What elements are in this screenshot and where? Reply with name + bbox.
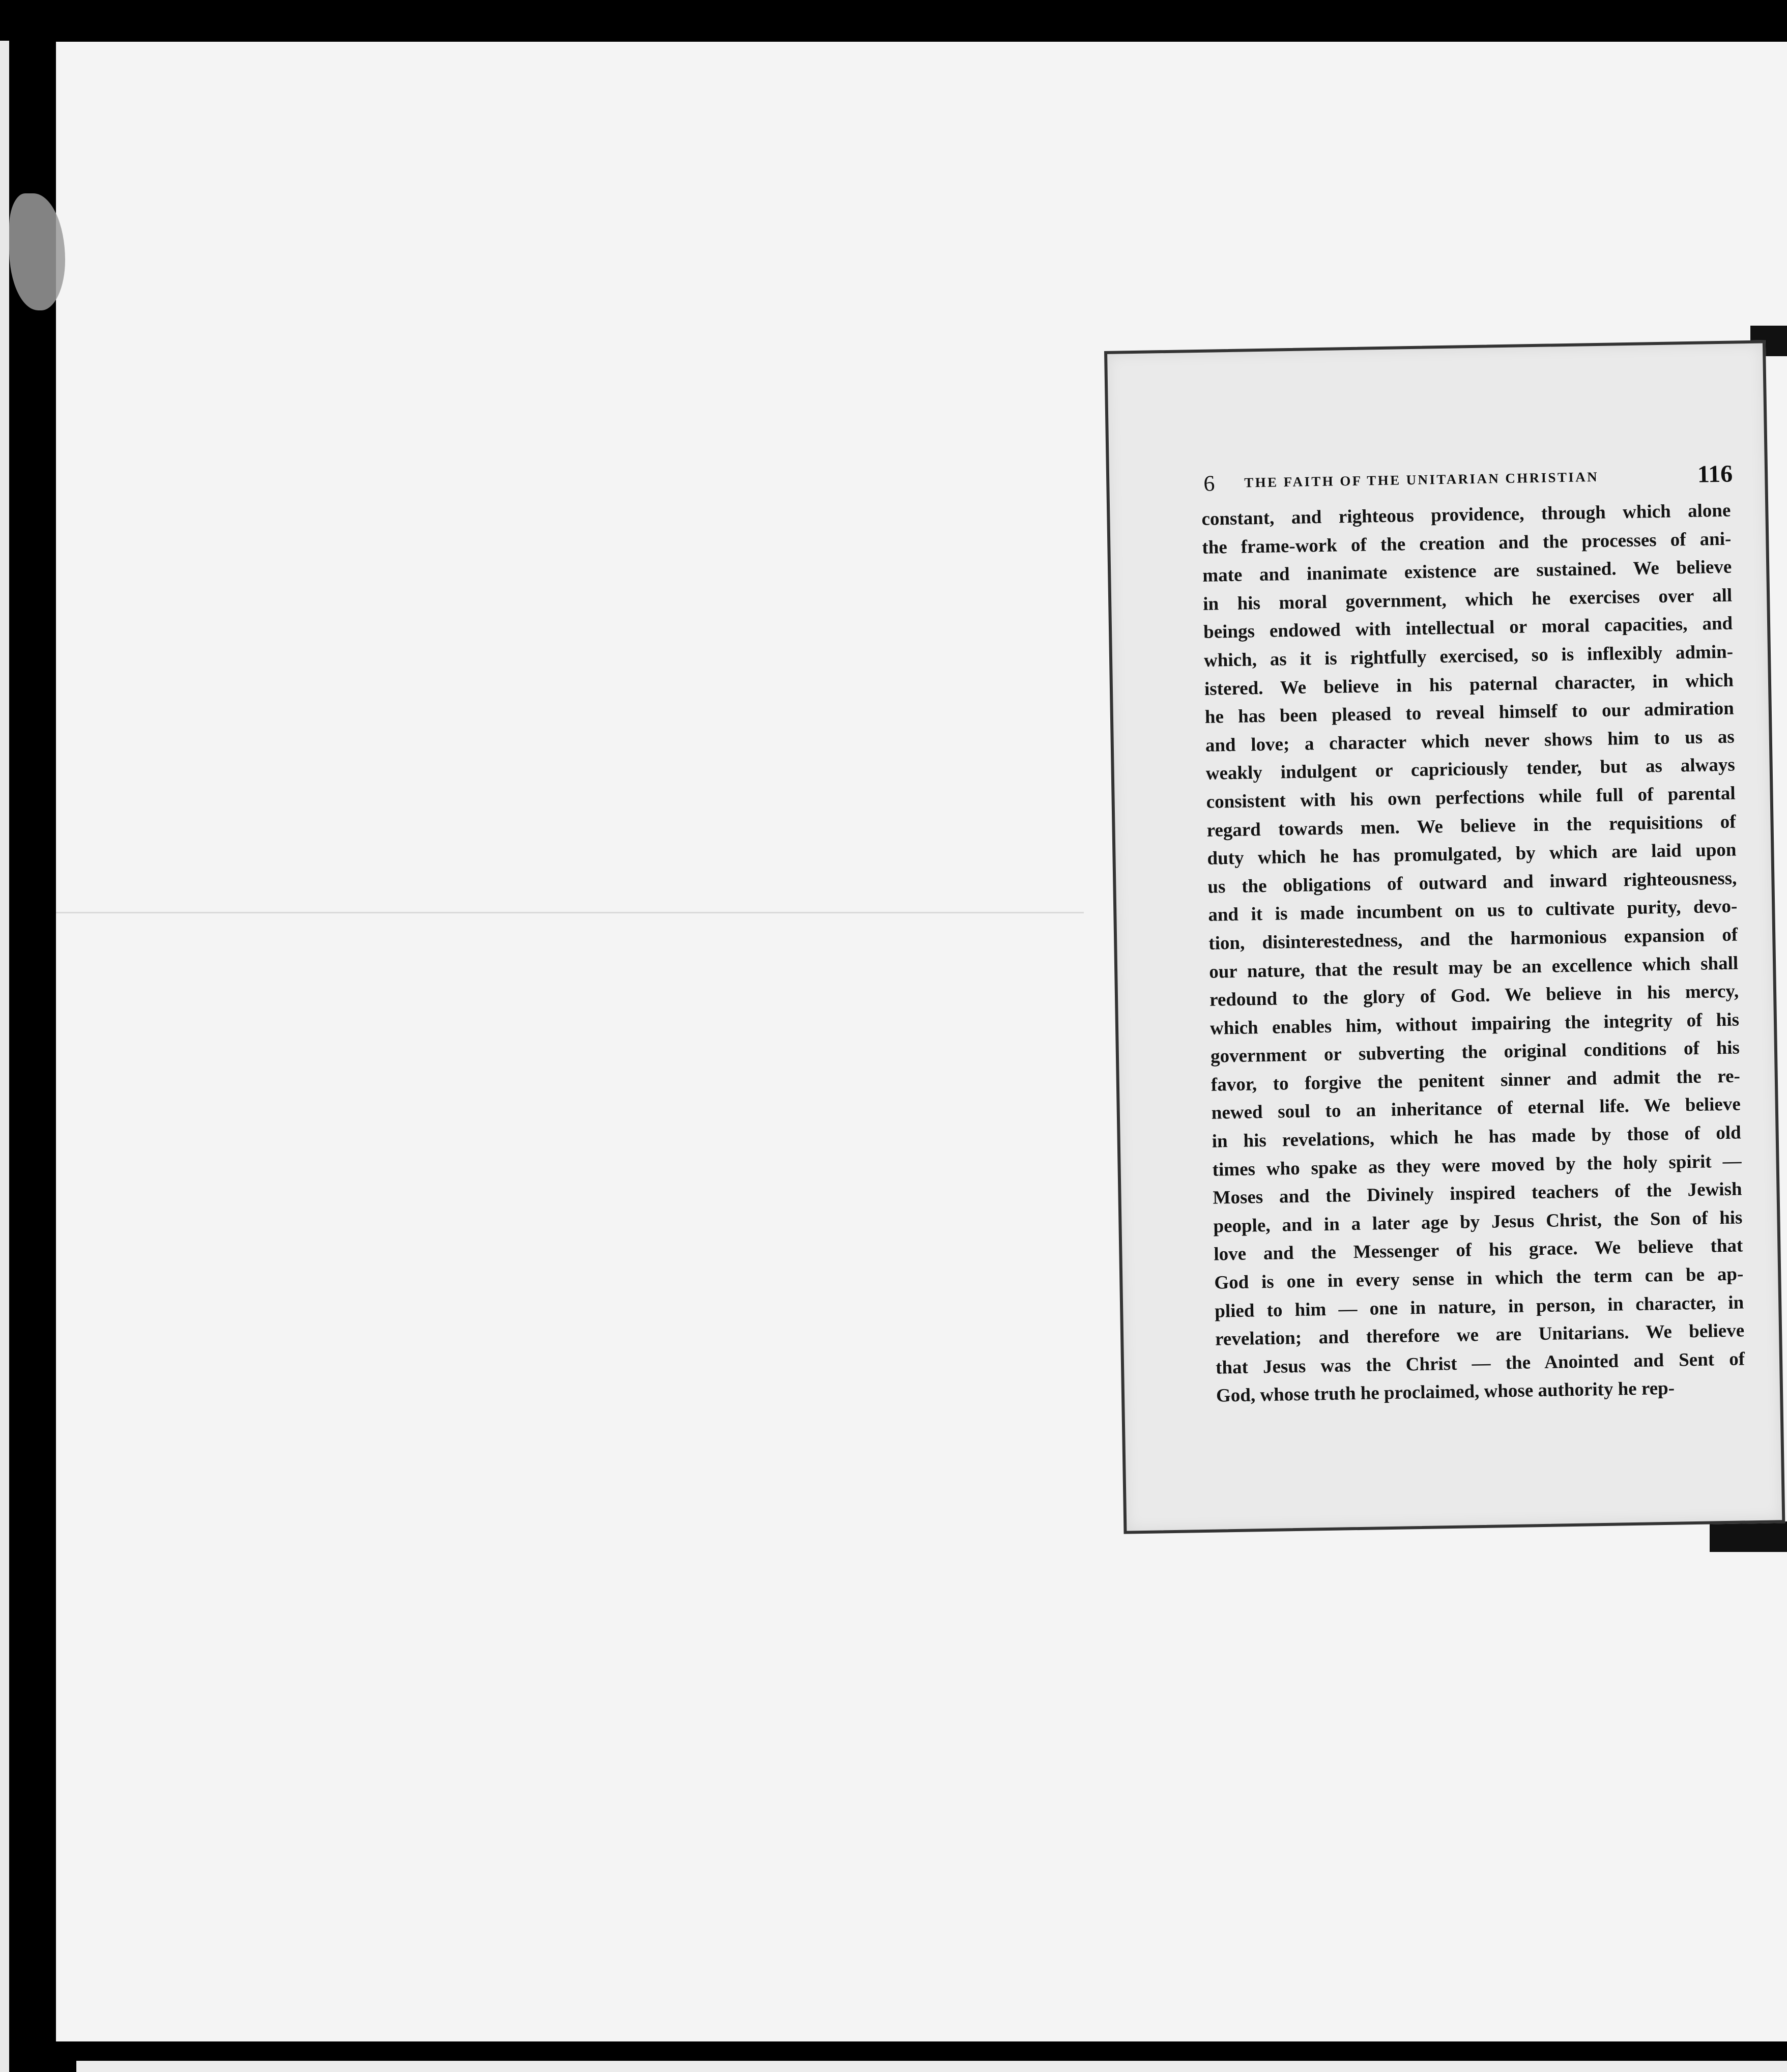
text-line: times who spake as they were moved by the holy spirit — [1212, 1150, 1742, 1181]
body-text [1201, 497, 1745, 1411]
film-left-edge [0, 41, 9, 2072]
text-line: the frame-work of the creation and the processes of ani- [1202, 528, 1732, 558]
text-line: newed soul to an inheritance of eternal life. We believe [1211, 1093, 1741, 1124]
text-line: redound to the glory of God. We believe in his mercy, [1209, 981, 1739, 1011]
text-line: constant, and righteous providence, through which alone [1201, 500, 1731, 530]
text-line: duty which he has promulgated, by which are laid upon [1207, 839, 1737, 869]
text-line: that Jesus was the Christ — the Anointed and Sent of [1215, 1348, 1745, 1378]
text-line: our nature, that the result may be an excellence which shall [1208, 953, 1739, 983]
film-bottom-edge [76, 2061, 1787, 2072]
text-line: revelation; and therefore we are Unitarians. We believe [1215, 1320, 1745, 1350]
text-line: consistent with his own perfections while full of parental [1206, 783, 1736, 813]
running-title: THE FAITH OF THE UNITARIAN CHRISTIAN [1244, 469, 1599, 491]
folio-number: 116 [1697, 460, 1733, 488]
fold-crease [56, 912, 1084, 913]
text-line: istered. We believe in his paternal character, in which [1204, 670, 1734, 700]
text-line: beings endowed with intellectual or moral capacities, and [1203, 613, 1733, 643]
text-line: mate and inanimate existence are sustained. We believe [1202, 556, 1732, 587]
text-line: people, and in a later age by Jesus Christ, the Son of his [1213, 1207, 1743, 1237]
adjacent-page-corner-bottom [1710, 1521, 1787, 1552]
text-line: tion, disinterestedness, and the harmonious expansion of [1208, 924, 1738, 954]
text-line: and love; a character which never shows him to us as [1205, 726, 1735, 756]
text-line: Moses and the Divinely inspired teachers of the Jewish [1213, 1178, 1742, 1208]
text-line: government or subverting the original conditions of his [1210, 1037, 1740, 1068]
text-line: and it is made incumbent on us to cultivate purity, devo- [1208, 896, 1738, 926]
text-line: love and the Messenger of his grace. We believe that [1214, 1235, 1743, 1265]
text-line: in his revelations, which he has made by those of old [1212, 1122, 1741, 1152]
text-line: he has been pleased to reveal himself to our admiration [1204, 698, 1735, 728]
text-line: in his moral government, which he exercises over all [1202, 585, 1733, 615]
text-line: us the obligations of outward and inward righteousness, [1207, 868, 1737, 898]
text-line: which, as it is rightfully exercised, so is inflexibly admin- [1203, 641, 1734, 671]
text-line: God, whose truth he proclaimed, whose authority he rep- [1216, 1378, 1675, 1407]
running-head [1203, 462, 1733, 501]
text-line: favor, to forgive the penitent sinner and admit the re- [1210, 1066, 1741, 1096]
text-line: weakly indulgent or capriciously tender, but as always [1205, 754, 1735, 785]
page-number: 6 [1203, 471, 1215, 496]
text-line: regard towards men. We believe in the requisitions of [1206, 811, 1736, 841]
text-line: which enables him, without impairing the integrity of his [1209, 1009, 1740, 1039]
text-line: God is one in every sense in which the term can be ap- [1214, 1263, 1744, 1293]
book-page [1104, 340, 1785, 1534]
text-line: plied to him — one in nature, in person, in character, in [1214, 1292, 1744, 1322]
